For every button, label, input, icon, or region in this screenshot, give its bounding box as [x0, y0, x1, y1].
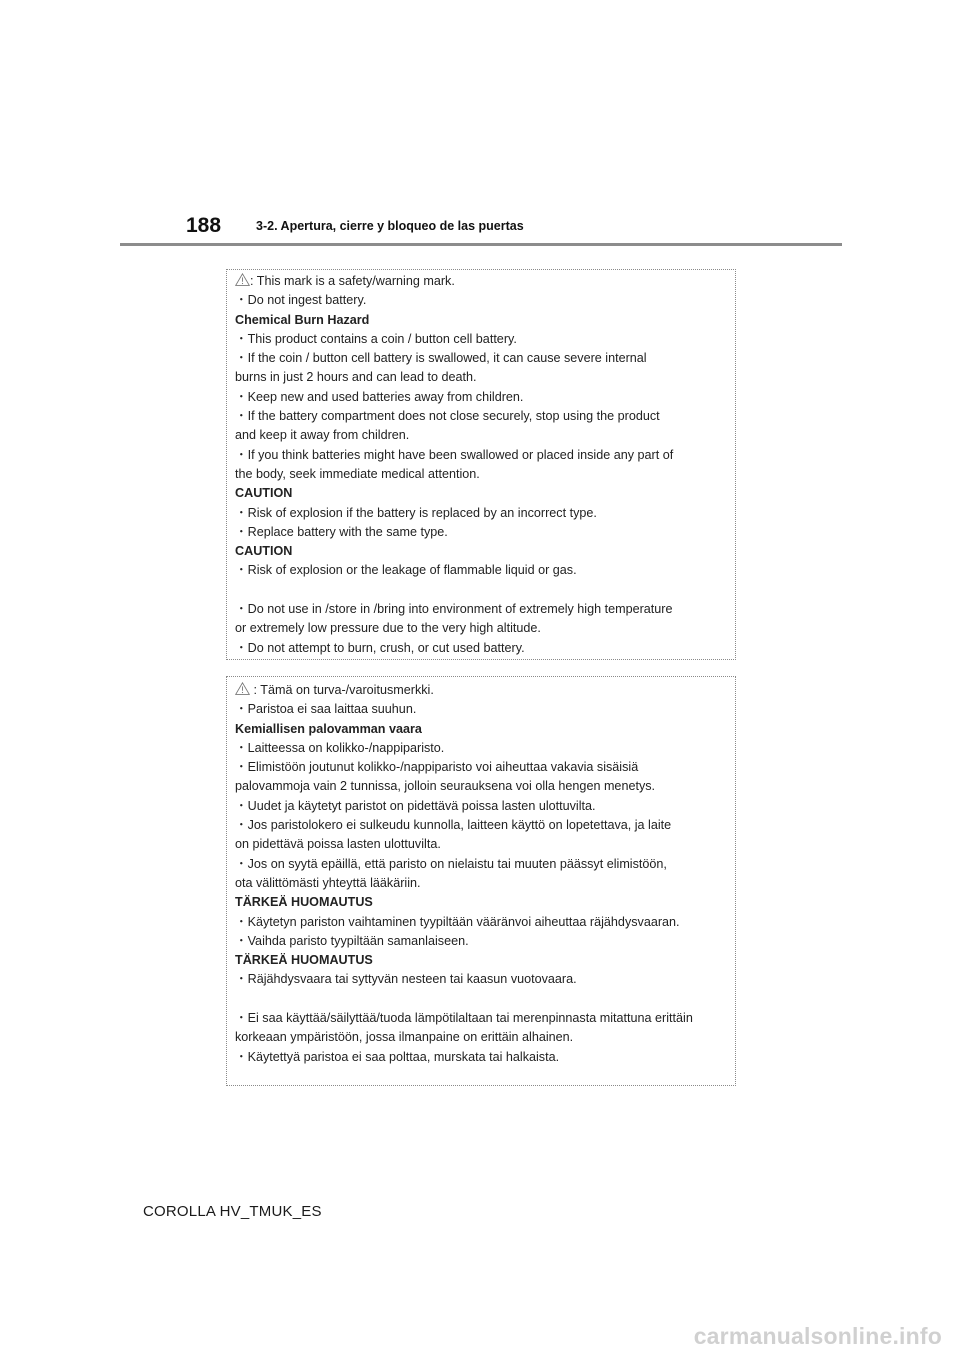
notice-text: and keep it away from children. [235, 428, 410, 443]
header-divider [120, 243, 842, 246]
notice-text: ・Ei saa käyttää/säilyttää/tuoda lämpötilaltaan tai merenpinnasta mitattuna erittäin [235, 1011, 693, 1026]
notice-text: the body, seek immediate medical attention. [235, 466, 480, 481]
notice-line [235, 1028, 727, 1047]
notice-heading [235, 720, 727, 739]
notice-text: ota välittömästi yhteyttä lääkäriin. [235, 875, 421, 890]
page-number: 188 [186, 214, 222, 237]
notice-line [235, 639, 727, 658]
notice-text: ・Keep new and used batteries away from children. [235, 389, 524, 404]
notice-line [235, 990, 727, 1009]
notice-line [235, 1048, 727, 1067]
notice-text: palovammoja vain 2 tunnissa, jolloin seurauksena voi olla hengen menetys. [235, 779, 656, 794]
notice-line [235, 523, 727, 542]
notice-line [235, 1009, 727, 1028]
notice-text: ・Do not attempt to burn, crush, or cut used battery. [235, 640, 525, 655]
notice-text: ・Risk of explosion or the leakage of flammable liquid or gas. [235, 563, 577, 578]
warning-triangle-icon [235, 273, 250, 286]
notice-line [235, 681, 727, 700]
notice-line [235, 619, 727, 638]
notice-text: ・Paristoa ei saa laittaa suuhun. [235, 702, 417, 717]
warning-triangle-icon [235, 682, 250, 695]
notice-line [235, 777, 727, 796]
notice-text: : This mark is a safety/warning mark. [250, 274, 455, 288]
notice-line [235, 797, 727, 816]
notice-line [235, 330, 727, 349]
notice-text: ・Jos paristolokero ei sulkeudu kunnolla, laitteen käyttö on lopetettava, ja laite [235, 818, 672, 833]
notice-heading [235, 542, 727, 561]
notice-line [235, 388, 727, 407]
notice-text: ・If you think batteries might have been swallowed or placed inside any part of [235, 447, 674, 462]
notice-text: ・Käytetyn pariston vaihtaminen tyypiltään vääränvoi aiheuttaa räjähdysvaaran. [235, 914, 680, 929]
notice-line [235, 932, 727, 951]
notice-line [235, 272, 727, 291]
notice-text: ・If the coin / button cell battery is swallowed, it can cause severe internal [235, 351, 647, 366]
warning-box-english [226, 269, 736, 660]
section-title: 3-2. Apertura, cierre y bloqueo de las puertas [256, 219, 524, 233]
notice-line [235, 600, 727, 619]
notice-line [235, 874, 727, 893]
notice-line [235, 368, 727, 387]
notice-text: ・Käytettyä paristoa ei saa polttaa, murskata tai halkaista. [235, 1049, 560, 1064]
notice-line [235, 758, 727, 777]
notice-line [235, 407, 727, 426]
notice-line [235, 291, 727, 310]
notice-heading [235, 484, 727, 503]
notice-text: ・This product contains a coin / button cell battery. [235, 331, 517, 346]
notice-heading [235, 951, 727, 970]
notice-line [235, 349, 727, 368]
watermark: carmanualsonline.info [693, 1323, 942, 1349]
notice-line [235, 700, 727, 719]
notice-text: Chemical Burn Hazard [235, 312, 370, 327]
notice-line [235, 816, 727, 835]
notice-text: burns in just 2 hours and can lead to death. [235, 370, 477, 385]
notice-text: korkeaan ympäristöön, jossa ilmanpaine on erittäin alhainen. [235, 1030, 574, 1045]
notice-text: ・Do not ingest battery. [235, 293, 367, 308]
notice-text: : Tämä on turva-/varoitusmerkki. [250, 683, 434, 697]
notice-text: ・Vaihda paristo tyypiltään samanlaiseen. [235, 933, 469, 948]
notice-heading [235, 893, 727, 912]
notice-text: CAUTION [235, 544, 293, 559]
notice-line [235, 581, 727, 600]
notice-text: ・Räjähdysvaara tai syttyvän nesteen tai kaasun vuotovaara. [235, 972, 577, 987]
notice-text: ・Uudet ja käytetyt paristot on pidettävä poissa lasten ulottuvilta. [235, 798, 596, 813]
notice-text: or extremely low pressure due to the very high altitude. [235, 621, 541, 636]
notice-line [235, 913, 727, 932]
notice-line [235, 446, 727, 465]
notice-line [235, 504, 727, 523]
footer-model-code: COROLLA HV_TMUK_ES [143, 1203, 322, 1220]
notice-text: ・Laitteessa on kolikko-/nappiparisto. [235, 740, 445, 755]
notice-line [235, 561, 727, 580]
notice-text: TÄRKEÄ HUOMAUTUS [235, 895, 373, 910]
notice-text: on pidettävä poissa lasten ulottuvilta. [235, 837, 441, 852]
notice-text: Kemiallisen palovamman vaara [235, 721, 422, 736]
notice-text: ・Jos on syytä epäillä, että paristo on nielaistu tai muuten päässyt elimistöön, [235, 856, 667, 871]
notice-text: ・Do not use in /store in /bring into environment of extremely high temperature [235, 602, 673, 617]
notice-line [235, 739, 727, 758]
notice-line [235, 465, 727, 484]
notice-text: ・Replace battery with the same type. [235, 524, 448, 539]
notice-line [235, 970, 727, 989]
notice-text: TÄRKEÄ HUOMAUTUS [235, 953, 373, 968]
notice-text: ・Elimistöön joutunut kolikko-/nappiparisto voi aiheuttaa vakavia sisäisiä [235, 760, 639, 775]
notice-line [235, 835, 727, 854]
notice-line [235, 855, 727, 874]
notice-heading [235, 311, 727, 330]
notice-text: ・If the battery compartment does not close securely, stop using the product [235, 409, 660, 424]
notice-line [235, 426, 727, 445]
notice-text: CAUTION [235, 486, 293, 501]
warning-box-finnish [226, 676, 736, 1086]
notice-text: ・Risk of explosion if the battery is replaced by an incorrect type. [235, 505, 597, 520]
